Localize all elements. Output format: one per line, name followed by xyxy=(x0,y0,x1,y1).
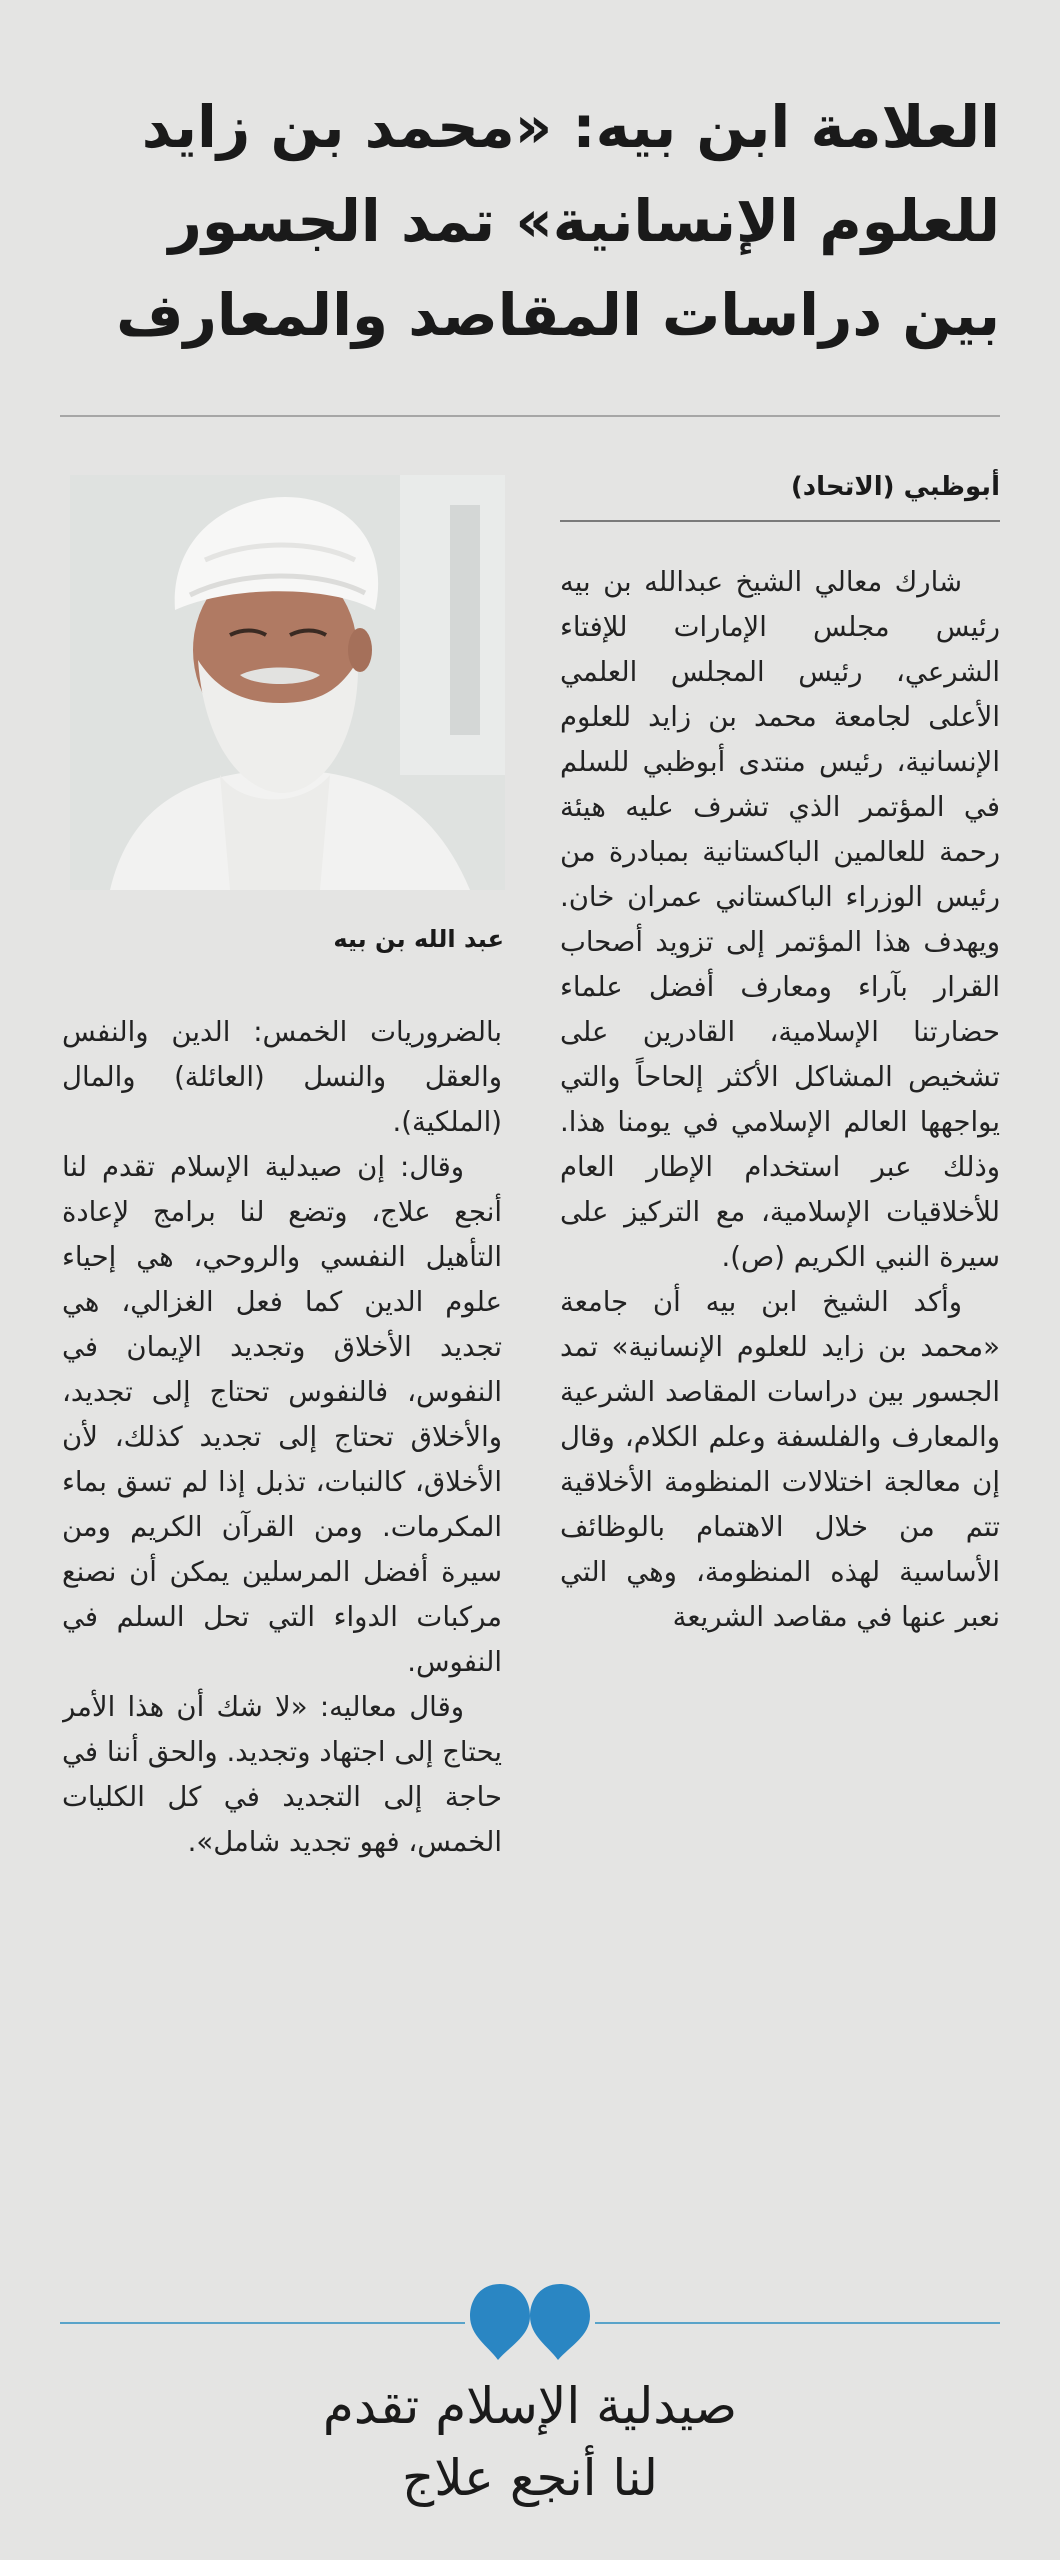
portrait-illustration xyxy=(70,475,505,890)
paragraph: وقال معاليه: «لا شك أن هذا الأمر يحتاج إلى اجتهاد وتجديد. والحق أننا في حاجة إلى التجديد في كل الكليات الخمس، فهو تجديد شامل». xyxy=(62,1691,502,1858)
pull-quote-line: لنا أنجع علاج xyxy=(402,2449,658,2507)
paragraph: وقال: إن صيدلية الإسلام تقدم لنا أنجع علاج، وتضع لنا برامج لإعادة التأهيل النفسي والروحي، هي إحياء علوم الدين كما فعل الغزالي، هي تجديد الأخلاق وتجديد الإيمان في النفوس، فالنفوس تحتاج إلى تجديد، والأخلاق تحتاج إلى تجديد كذلك، لأن الأخلاق، كالنبات، تذبل إذا لم تسق بماء المكرمات. ومن القرآن الكريم ومن سيرة أفضل المرسلين يمكن أن نصنع مركبات الدواء التي تحل السلم في النفوس. xyxy=(62,1151,502,1678)
headline-divider xyxy=(60,415,1000,417)
byline-divider xyxy=(560,520,1000,522)
headline-line: بين دراسات المقاصد والمعارف xyxy=(116,281,1000,349)
body-column-right xyxy=(560,560,1000,2195)
photo-caption: عبد الله بن بيه xyxy=(333,925,504,953)
pull-quote-divider-right xyxy=(595,2322,1000,2324)
paragraph: بالضروريات الخمس: الدين والنفس والعقل والنسل (العائلة) والمال (الملكية). xyxy=(62,1016,502,1138)
pull-quote xyxy=(60,2370,1000,2514)
pull-quote-line: صيدلية الإسلام تقدم xyxy=(322,2377,738,2435)
byline: أبوظبي (الاتحاد) xyxy=(790,472,1000,502)
quote-marks-icon xyxy=(468,2280,592,2364)
paragraph: شارك معالي الشيخ عبدالله بن بيه رئيس مجلس الإمارات للإفتاء الشرعي، رئيس المجلس العلمي الأعلى لجامعة محمد بن زايد للعلوم الإنسانية، رئيس منتدى أبوظبي للسلم في المؤتمر الذي تشرف عليه هيئة رحمة للعالمين الباكستانية بمبادرة من رئيس الوزراء الباكستاني عمران خان. ويهدف هذا المؤتمر إلى تزويد أصحاب القرار بآراء ومعارف أفضل علماء حضارتنا الإسلامية، القادرين على تشخيص المشاكل الأكثر إلحاحاً والتي يواجهها العالم الإسلامي في يومنا هذا. وذلك عبر استخدام الإطار العام للأخلاقيات الإسلامية، مع التركيز على سيرة النبي الكريم (ص). xyxy=(560,566,1000,1273)
headline-line: العلامة ابن بيه: «محمد بن زايد xyxy=(141,93,1000,161)
portrait-photo xyxy=(70,475,505,890)
headline xyxy=(60,80,1000,362)
pull-quote-divider-left xyxy=(60,2322,465,2324)
paragraph: وأكد الشيخ ابن بيه أن جامعة «محمد بن زايد للعلوم الإنسانية» تمد الجسور بين دراسات المقاصد الشرعية والمعارف والفلسفة وعلم الكلام، وقال إن معالجة اختلالات المنظومة الأخلاقية تتم من خلال الاهتمام بالوظائف الأساسية لهذه المنظومة، وهي التي نعبر عنها في مقاصد الشريعة xyxy=(560,1286,1000,1633)
headline-line: للعلوم الإنسانية» تمد الجسور xyxy=(168,187,1000,255)
body-column-left xyxy=(62,1010,502,2195)
